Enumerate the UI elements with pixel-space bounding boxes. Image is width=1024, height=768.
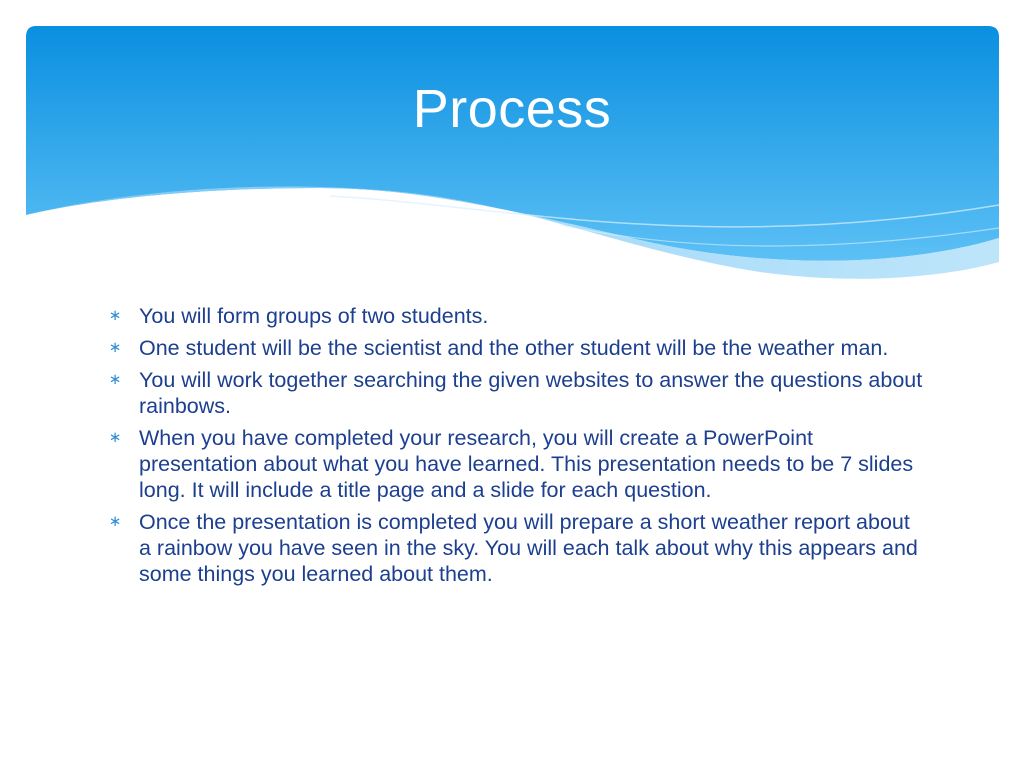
asterisk-bullet-icon: ∗ [108,513,122,530]
asterisk-bullet-icon: ∗ [108,339,122,356]
list-item [106,335,926,361]
bullet-text: You will work together searching the given websites to answer the questions about rainbows. [139,368,923,418]
list-item [106,425,926,503]
asterisk-bullet-icon: ∗ [108,429,122,446]
bullet-text: You will form groups of two students. [139,304,489,328]
bullet-list [106,303,926,593]
list-item [106,509,926,587]
list-item [106,367,926,419]
header-wave-banner [0,0,1024,300]
slide-title: Process [412,79,612,139]
bullet-text: When you have completed your research, you will create a PowerPoint presentation about what you have learned. This presentation needs to be 7 slides long. It will include a title page and a slide for each question. [139,426,914,502]
list-item [106,303,926,329]
asterisk-bullet-icon: ∗ [108,371,122,388]
bullet-text: Once the presentation is completed you will prepare a short weather report about a rainbow you have seen in the sky. You will each talk about why this appears and some things you learned about them. [139,510,918,586]
asterisk-bullet-icon: ∗ [108,307,122,324]
bullet-text: One student will be the scientist and the other student will be the weather man. [139,336,889,360]
